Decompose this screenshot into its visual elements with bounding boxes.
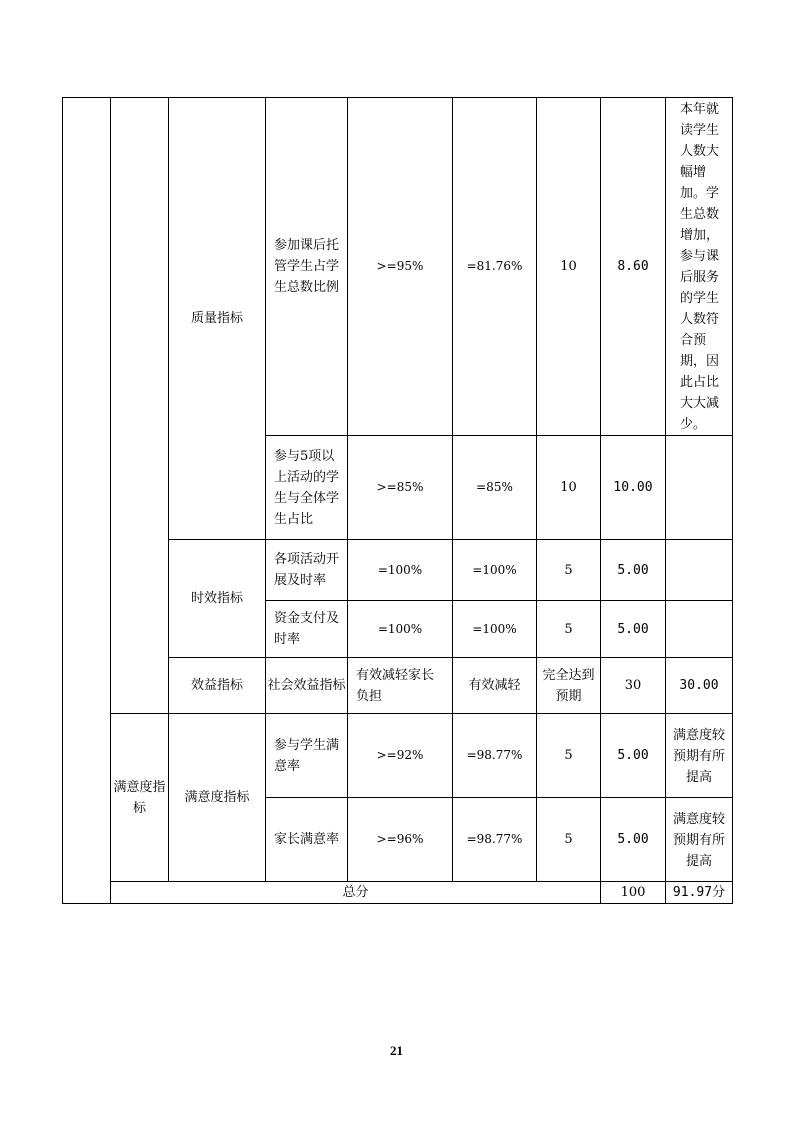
actual-value: =85%: [453, 436, 537, 540]
target-value: =100%: [348, 540, 453, 601]
table-row: [63, 98, 733, 436]
weight-value: 5: [537, 714, 601, 798]
actual-value: 完全达到预期: [537, 658, 601, 714]
indicator-name: 有效减轻家长负担: [348, 658, 453, 714]
indicator-name: 参加课后托管学生占学生总数比例: [266, 98, 348, 436]
benefit-indicator-cell: 社会效益指标: [266, 658, 348, 714]
satisfaction-category-cell: 满意度指标: [111, 714, 169, 882]
performance-table: [62, 97, 733, 904]
score-value: 10.00: [601, 436, 666, 540]
outer-merged-cell: [63, 98, 111, 904]
benefit-category-cell: 效益指标: [169, 658, 266, 714]
score-value: 5.00: [601, 601, 666, 658]
target-value: 有效减轻: [453, 658, 537, 714]
actual-value: =98.77%: [453, 714, 537, 798]
note-cell: [666, 540, 733, 601]
indicator-name: 各项活动开展及时率: [266, 540, 348, 601]
indicator-name: 参与5项以上活动的学生与全体学生占比: [266, 436, 348, 540]
score-value: 5.00: [601, 714, 666, 798]
total-score: 91.97分: [666, 882, 733, 904]
total-label: 总分: [111, 882, 601, 904]
actual-value: =81.76%: [453, 98, 537, 436]
score-value: 5.00: [601, 798, 666, 882]
target-value: >=85%: [348, 436, 453, 540]
note-cell: 满意度较预期有所提高: [666, 798, 733, 882]
score-value: 8.60: [601, 98, 666, 436]
total-row: [63, 882, 733, 904]
output-merged-cell: [111, 98, 169, 714]
indicator-name: 参与学生满意率: [266, 714, 348, 798]
weight-value: 10: [537, 436, 601, 540]
note-cell: [666, 436, 733, 540]
page-number: 21: [390, 1043, 403, 1058]
actual-value: =98.77%: [453, 798, 537, 882]
note-cell: 满意度较预期有所提高: [666, 714, 733, 798]
weight-value: 10: [537, 98, 601, 436]
actual-value: =100%: [453, 601, 537, 658]
weight-value: 5: [537, 540, 601, 601]
actual-value: =100%: [453, 540, 537, 601]
note-cell: [666, 601, 733, 658]
score-value: 5.00: [601, 540, 666, 601]
indicator-name: 家长满意率: [266, 798, 348, 882]
score-value: 30.00: [666, 658, 733, 714]
timeliness-indicator-cell: 时效指标: [169, 540, 266, 658]
weight-value: 5: [537, 601, 601, 658]
target-value: >=96%: [348, 798, 453, 882]
note-cell: 本年就读学生人数大幅增加。学生总数增加，参与课后服务的学生人数符合预期，因此占比大大减少。: [666, 98, 733, 436]
weight-value: 30: [601, 658, 666, 714]
satisfaction-indicator-cell: 满意度指标: [169, 714, 266, 882]
target-value: >=95%: [348, 98, 453, 436]
quality-indicator-cell: 质量指标: [169, 98, 266, 540]
total-weight: 100: [601, 882, 666, 904]
table-row: [63, 714, 733, 798]
target-value: =100%: [348, 601, 453, 658]
indicator-name: 资金支付及时率: [266, 601, 348, 658]
target-value: >=92%: [348, 714, 453, 798]
weight-value: 5: [537, 798, 601, 882]
